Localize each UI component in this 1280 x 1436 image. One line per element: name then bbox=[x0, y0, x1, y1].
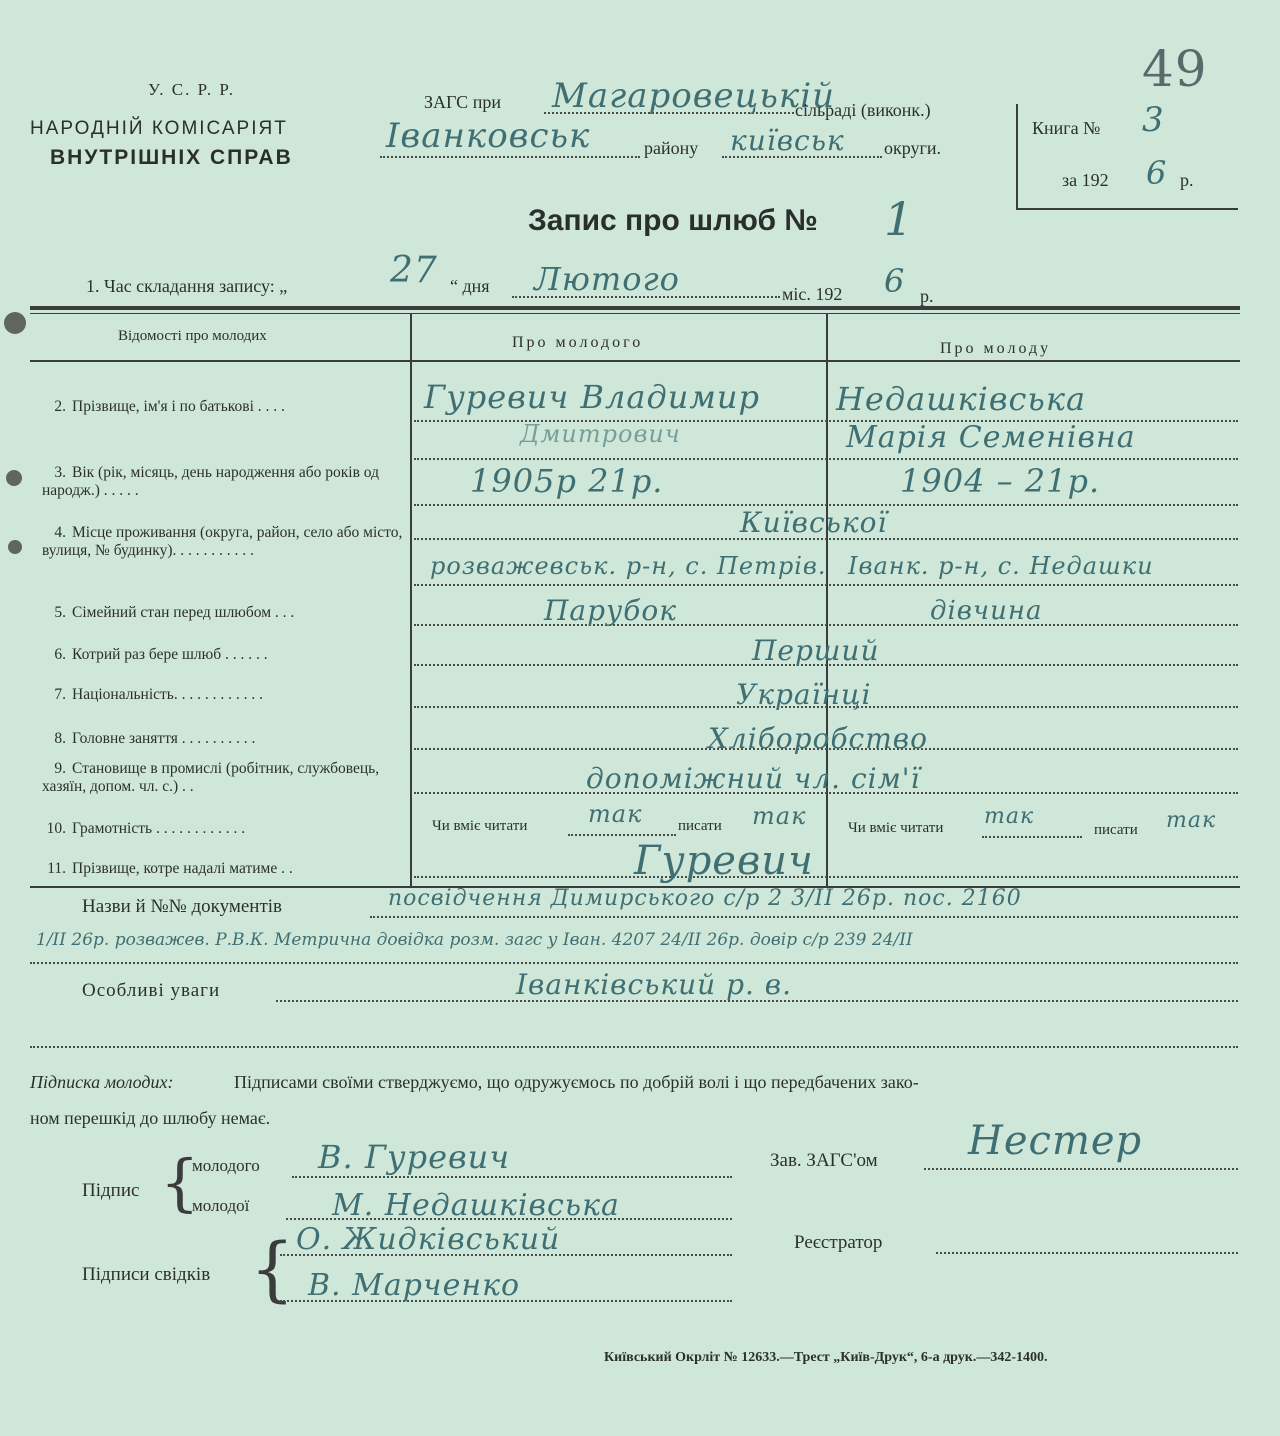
witness2-signature: В. Марченко bbox=[308, 1268, 521, 1303]
bride-residence: Іванк. р-н, с. Недашки bbox=[848, 552, 1154, 580]
row-label-3: 3. Вік (рік, місяць, день народження або років од народж.) . . . . . bbox=[42, 464, 379, 499]
col-info-header: Відомості про молодих bbox=[118, 328, 267, 344]
commissariat-line2: ВНУТРІШНІХ СПРАВ bbox=[50, 146, 293, 169]
groom-read: так bbox=[588, 800, 643, 828]
book-box-bottom bbox=[1016, 208, 1238, 210]
witness1-signature: О. Жидківський bbox=[296, 1222, 561, 1257]
table-top-thin bbox=[30, 313, 1240, 314]
year-suffix: р. bbox=[1180, 170, 1194, 190]
okrug-label: округи. bbox=[884, 138, 942, 158]
year-label: за 192 bbox=[1062, 170, 1109, 190]
record-title: Запис про шлюб № bbox=[528, 204, 818, 237]
declaration-text-1: Підписами своїми стверджуємо, що одружуємось по добрій волі і що передбачених зако- bbox=[234, 1072, 919, 1092]
row-line bbox=[414, 458, 1238, 460]
record-year-suffix: р. bbox=[920, 286, 934, 306]
book-box-left bbox=[1016, 104, 1018, 210]
groom-patronymic: Дмитрович bbox=[520, 420, 681, 448]
printer-imprint: Київський Окрліт № 12633.—Трест „Київ-Друк“, 6-а друк.—342-1400. bbox=[604, 1350, 1048, 1365]
record-day-suffix: “ дня bbox=[450, 276, 490, 296]
groom-signature-label: молодого bbox=[192, 1156, 260, 1175]
bride-marital-status: дівчина bbox=[930, 596, 1043, 626]
zags-suffix: сільраді (виконк.) bbox=[795, 100, 931, 120]
row-label-10: 10. Грамотність . . . . . . . . . . . . bbox=[46, 820, 246, 837]
bride-write-label: писати bbox=[1094, 822, 1138, 838]
zags-prefix: ЗАГС при bbox=[424, 92, 501, 112]
bride-signature: М. Недашківська bbox=[332, 1188, 620, 1223]
row-label-11: 11. Прізвище, котре надалі матиме . . bbox=[47, 860, 293, 877]
notes-line-2 bbox=[30, 1046, 1238, 1048]
hand-silrada: Магаровецькій bbox=[552, 76, 835, 116]
witnesses-brace: { bbox=[250, 1228, 295, 1310]
registrar-line bbox=[936, 1252, 1238, 1254]
table-col-divider-1 bbox=[410, 313, 412, 888]
times-married: Перший bbox=[752, 634, 880, 667]
signature-brace: { bbox=[160, 1146, 200, 1219]
rayon-fill-line bbox=[380, 156, 640, 158]
declaration-label: Підписка молодих: bbox=[30, 1072, 174, 1092]
book-label: Книга № bbox=[1032, 118, 1101, 138]
col-groom-header: Про молодого bbox=[512, 334, 644, 351]
declaration-text-2: ном перешкід до шлюбу немає. bbox=[30, 1108, 271, 1128]
groom-signature-line bbox=[292, 1176, 732, 1178]
record-day: 27 bbox=[390, 250, 438, 291]
documents-line-1-value: посвідчення Димирського с/р 2 3/II 26р. пос. 2160 bbox=[388, 886, 1022, 911]
occupation: Хліборобство bbox=[708, 722, 928, 755]
witnesses-label: Підписи свідків bbox=[82, 1264, 211, 1285]
record-month: Лютого bbox=[534, 260, 680, 298]
row-label-5: 5. Сімейний стан перед шлюбом . . . bbox=[54, 604, 295, 621]
record-number: 1 bbox=[884, 192, 915, 246]
registrar-label: Реєстратор bbox=[794, 1232, 883, 1253]
groom-read-line bbox=[568, 834, 676, 836]
groom-read-label: Чи вміє читати bbox=[432, 818, 528, 834]
notes-label: Особливі уваги bbox=[82, 980, 221, 1001]
documents-label: Назви й №№ документів bbox=[82, 896, 283, 917]
notes-value: Іванківський р. в. bbox=[516, 968, 793, 1001]
commissariat-line1: НАРОДНІЙ КОМІСАРІЯТ bbox=[30, 118, 288, 139]
groom-residence: розважевськ. р-н, с. Петрів. bbox=[430, 552, 827, 580]
groom-name: Гуревич Владимир bbox=[424, 378, 760, 416]
groom-region: Київської bbox=[740, 506, 888, 539]
bride-signature-label: молодої bbox=[192, 1196, 250, 1215]
row-label-2: 2. Прізвище, ім'я і по батькові . . . . bbox=[54, 398, 285, 415]
future-surname: Гуревич bbox=[634, 838, 814, 884]
bride-surname: Недашківська bbox=[836, 380, 1087, 418]
groom-write: так bbox=[752, 802, 807, 830]
ussr-label: У. С. Р. Р. bbox=[148, 80, 236, 99]
zags-head-signature: Нестер bbox=[968, 1118, 1143, 1164]
table-header-bottom bbox=[30, 360, 1240, 362]
row-line bbox=[414, 876, 1238, 878]
row-label-7: 7. Національність. . . . . . . . . . . . bbox=[54, 686, 263, 703]
bride-read-line bbox=[982, 836, 1082, 838]
industry-position: допоміжний чл. сім'ї bbox=[586, 762, 921, 795]
punch-hole bbox=[6, 470, 22, 486]
year-digit: 6 bbox=[1146, 154, 1168, 192]
bride-read: так bbox=[984, 804, 1035, 829]
groom-age: 1905р 21р. bbox=[470, 462, 664, 500]
table-col-divider-2 bbox=[826, 313, 828, 888]
row-label-6: 6. Котрий раз бере шлюб . . . . . . bbox=[54, 646, 268, 663]
hand-okrug: київськ bbox=[730, 124, 845, 157]
col-bride-header: Про молоду bbox=[940, 340, 1052, 357]
signature-label: Підпис bbox=[82, 1180, 140, 1201]
rayon-label: району bbox=[644, 138, 699, 158]
bride-age: 1904 – 21р. bbox=[900, 462, 1101, 500]
bride-write: так bbox=[1166, 808, 1217, 833]
bride-read-label: Чи вміє читати bbox=[848, 820, 944, 836]
documents-line-2-value: 1/II 26р. розважев. Р.В.К. Метрична довідка розм. загс у Іван. 4207 24/II 26р. довір с/р 239 24/II bbox=[36, 930, 913, 950]
row-label-9: 9. Становище в промислі (робітник, службовець, хазяїн, допом. чл. с.) . . bbox=[42, 760, 380, 795]
record-year-digit: 6 bbox=[884, 262, 906, 300]
zags-head-label: Зав. ЗАГС'ом bbox=[770, 1150, 878, 1171]
book-number: 3 bbox=[1142, 100, 1165, 140]
row-label-4: 4. Місце проживання (округа, район, село або місто, вулиця, № будинку). . . . . . . . . . . bbox=[42, 524, 403, 559]
hand-rayon: Іванковськ bbox=[386, 116, 591, 156]
documents-line-2 bbox=[30, 962, 1238, 964]
row-label-8: 8. Головне заняття . . . . . . . . . . bbox=[54, 730, 256, 747]
groom-write-label: писати bbox=[678, 818, 722, 834]
page-number: 49 bbox=[1142, 40, 1208, 98]
zags-head-line bbox=[924, 1168, 1238, 1170]
record-time-label: 1. Час складання запису: „ bbox=[86, 276, 288, 296]
punch-hole bbox=[4, 312, 26, 334]
table-top-thick bbox=[30, 306, 1240, 310]
row-line bbox=[414, 584, 1238, 586]
nationality: Українці bbox=[736, 678, 872, 711]
record-month-suffix: міс. 192 bbox=[782, 284, 843, 304]
bride-name: Марія Семенівна bbox=[846, 420, 1136, 455]
row-line bbox=[414, 624, 1238, 626]
punch-hole bbox=[8, 540, 22, 554]
groom-marital-status: Парубок bbox=[544, 594, 677, 627]
groom-signature: В. Гуревич bbox=[318, 1138, 511, 1176]
documents-line-1 bbox=[370, 916, 1238, 918]
